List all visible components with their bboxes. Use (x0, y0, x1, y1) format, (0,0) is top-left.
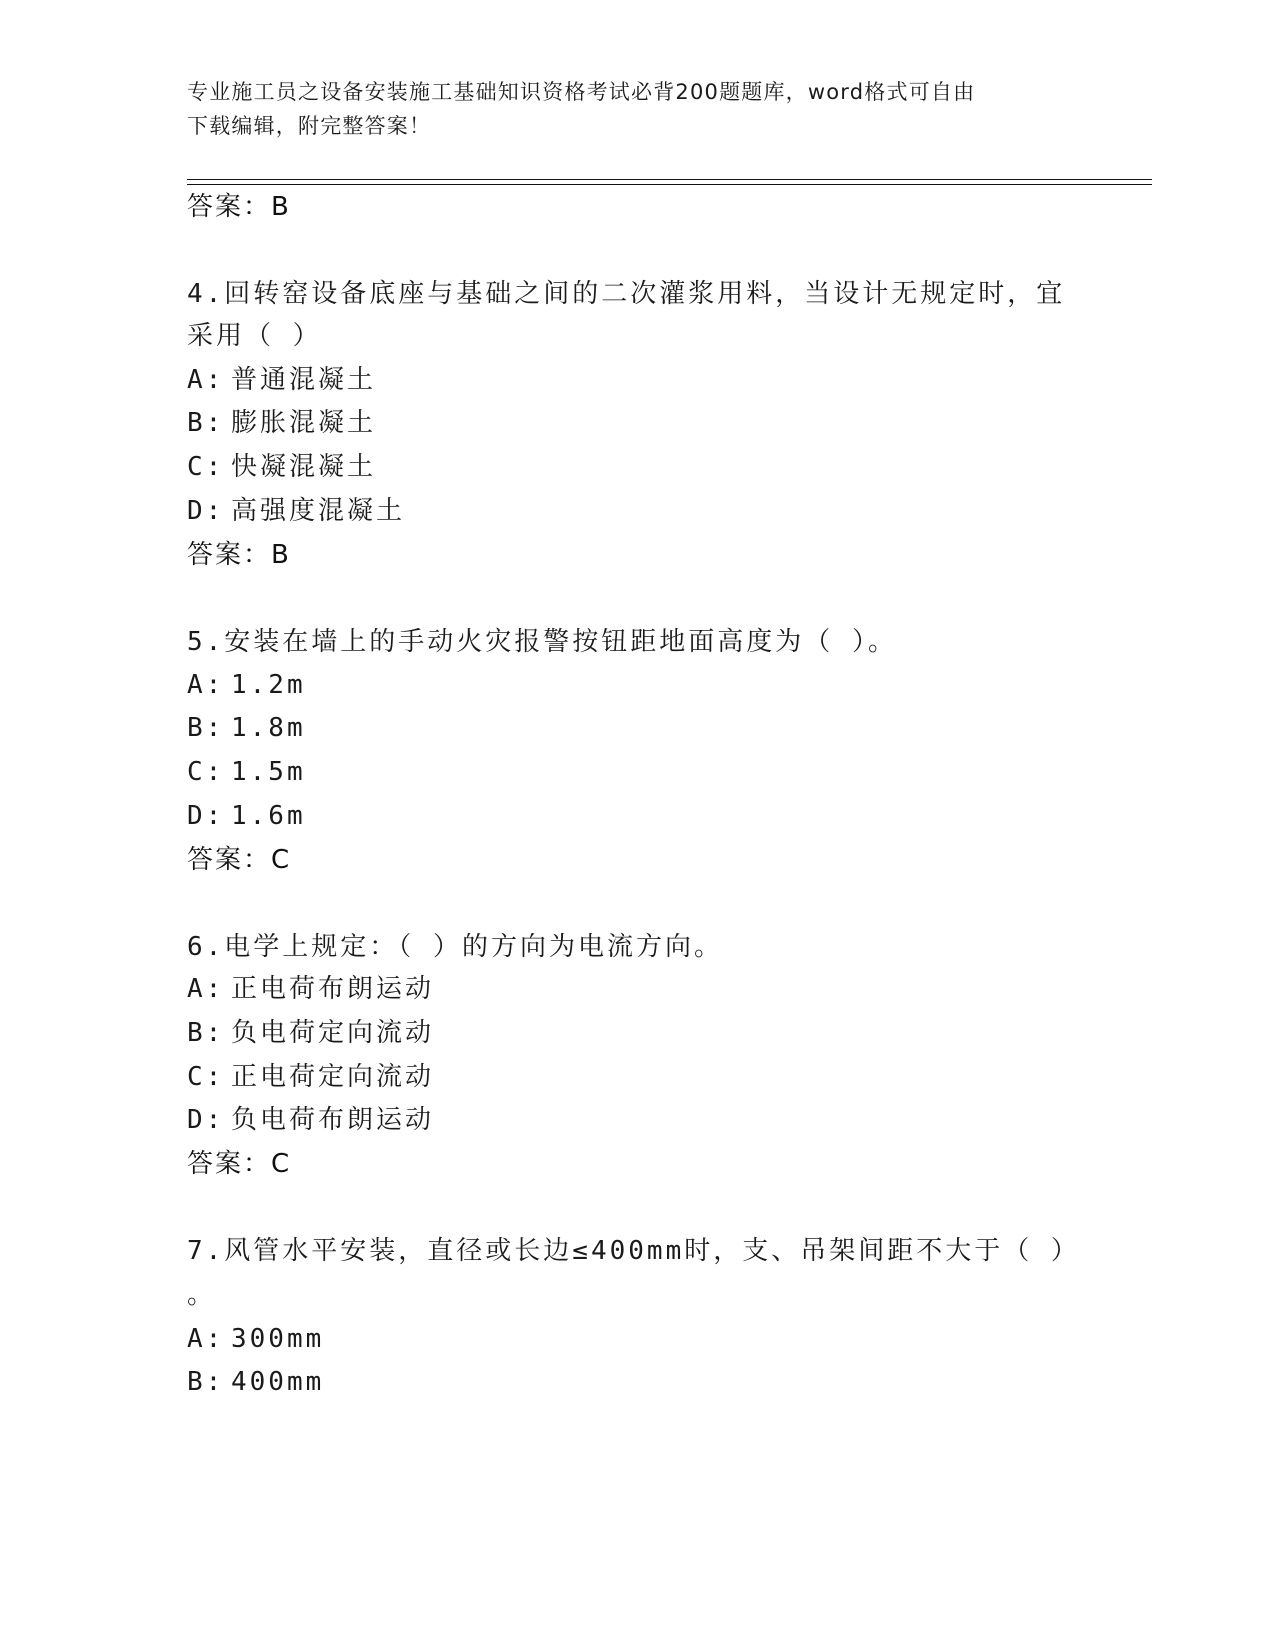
question-7-option-a (187, 1322, 324, 1356)
answer-q6: 答案：C (187, 1149, 292, 1179)
option-label: A: (187, 1324, 225, 1354)
document-header-line-2: 下载编辑，附完整答案！ (187, 114, 432, 138)
option-label: B: (187, 1018, 225, 1048)
question-4-stem-line-2: 采用（ ） (187, 321, 322, 351)
option-label: B: (187, 713, 225, 743)
question-4-stem-line-1: 4.回转窑设备底座与基础之间的二次灌浆用料，当设计无规定时，宜 (187, 279, 1066, 309)
question-6-stem-line-1: 6.电学上规定：（ ）的方向为电流方向。 (187, 932, 723, 962)
answer-q5: 答案：C (187, 845, 292, 875)
option-label: C: (187, 1062, 225, 1092)
question-6-option-c (187, 1060, 434, 1094)
option-label: A: (187, 974, 225, 1004)
option-label: C: (187, 757, 225, 787)
answer-q3: 答案：B (187, 192, 291, 222)
question-4-option-a (187, 363, 376, 397)
header-divider-top (187, 179, 1152, 180)
document-header-line-1: 专业施工员之设备安装施工基础知识资格考试必背200题题库，word格式可自由 (187, 80, 976, 104)
option-label: D: (187, 1105, 225, 1135)
option-text: 普通混凝土 (231, 365, 377, 395)
question-5-option-d (187, 799, 306, 833)
question-4-option-c (187, 450, 376, 484)
question-5-stem-line-1: 5.安装在墙上的手动火灾报警按钮距地面高度为（ ）。 (187, 627, 897, 657)
option-text: 1.8m (231, 713, 306, 743)
option-text: 1.2m (231, 670, 306, 700)
option-label: B: (187, 408, 225, 438)
option-text: 300mm (231, 1324, 325, 1354)
question-7-stem-line-1: 7.风管水平安装，直径或长边≤400mm时，支、吊架间距不大于（ ） (187, 1236, 1080, 1266)
option-text: 负电荷定向流动 (231, 1018, 435, 1048)
option-text: 高强度混凝土 (231, 496, 406, 526)
option-text: 负电荷布朗运动 (231, 1105, 435, 1135)
option-text: 正电荷定向流动 (231, 1062, 435, 1092)
question-7-option-b (187, 1365, 324, 1399)
option-label: D: (187, 496, 225, 526)
question-4-option-d (187, 494, 405, 528)
option-label: D: (187, 801, 225, 831)
question-5-option-a (187, 668, 306, 702)
option-text: 1.6m (231, 801, 306, 831)
question-5-option-c (187, 755, 306, 789)
question-6-option-d (187, 1103, 434, 1137)
option-label: B: (187, 1367, 225, 1397)
option-label: A: (187, 365, 225, 395)
question-4-option-b (187, 406, 376, 440)
question-7-stem-line-2: 。 (187, 1280, 217, 1310)
answer-q4: 答案：B (187, 540, 291, 570)
option-text: 400mm (231, 1367, 325, 1397)
question-6-option-a (187, 972, 434, 1006)
option-text: 快凝混凝土 (231, 452, 377, 482)
header-divider-bottom (187, 184, 1152, 185)
option-label: A: (187, 670, 225, 700)
option-text: 膨胀混凝土 (231, 408, 377, 438)
question-5-option-b (187, 711, 306, 745)
option-text: 正电荷布朗运动 (231, 974, 435, 1004)
option-label: C: (187, 452, 225, 482)
question-6-option-b (187, 1016, 434, 1050)
option-text: 1.5m (231, 757, 306, 787)
